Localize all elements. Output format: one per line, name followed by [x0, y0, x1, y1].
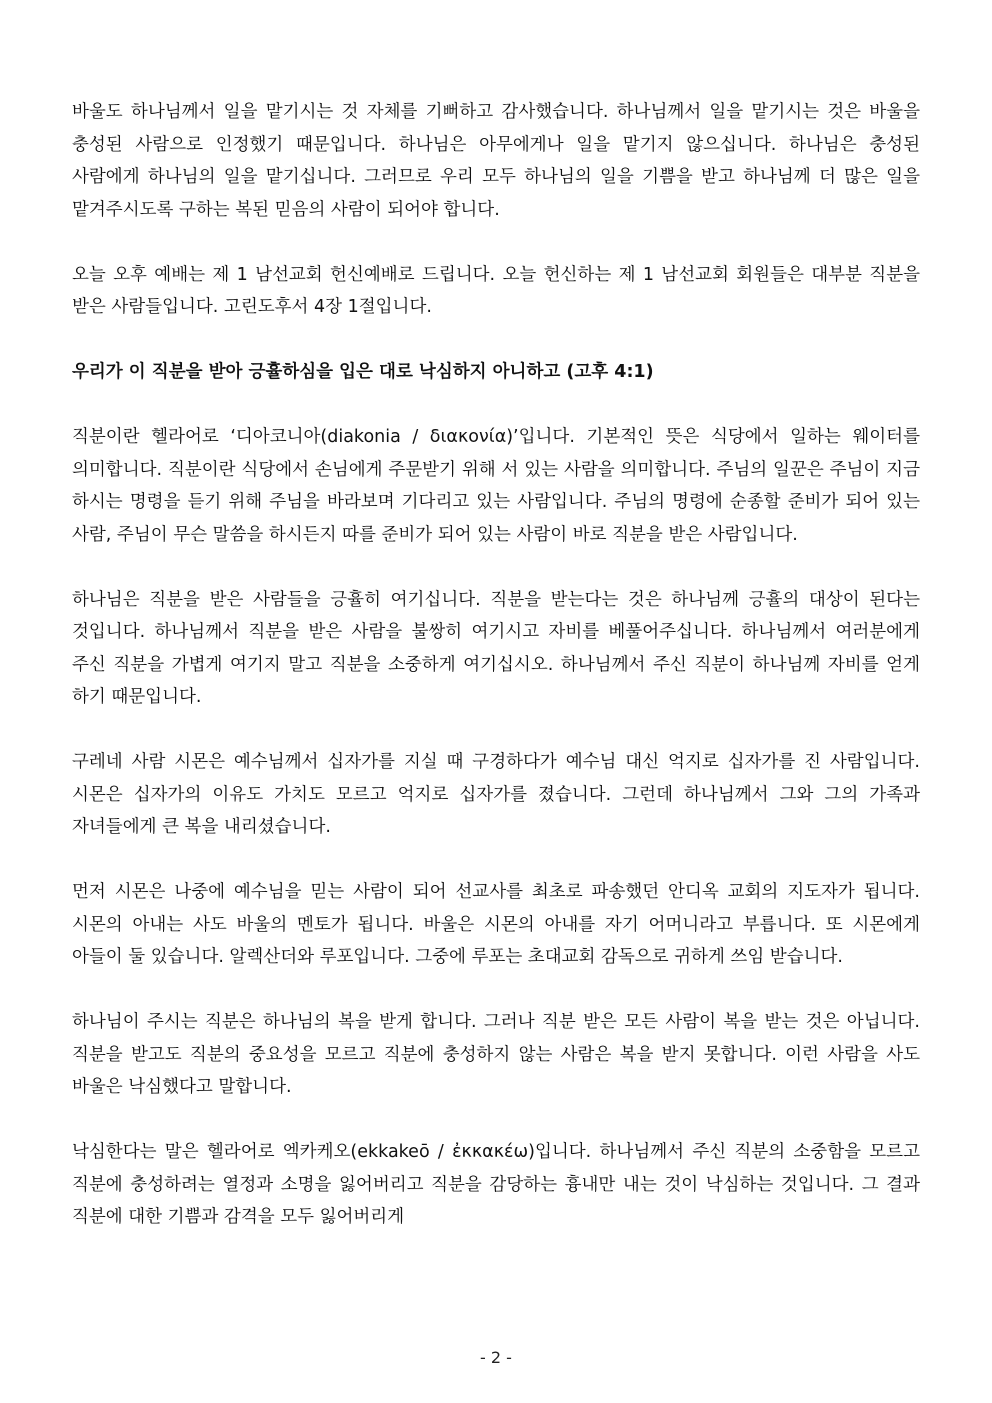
paragraph-4: 하나님은 직분을 받은 사람들을 긍휼히 여기십니다. 직분을 받는다는 것은 하나님께 긍휼의 대상이 된다는 것입니다. 하나님께서 직분을 받은 사람을 불쌍히 여기시고 자비를 베풀어주십니다. 하나님께서 여러분에게 주신 직분을 가볍게 여기지 말고 직분을 소중하게 여기십시오. 하나님께서 주신 직분이 하나님께 자비를 얻게 하기 때문입니다.: [72, 589, 920, 707]
paragraph-7: 하나님이 주시는 직분은 하나님의 복을 받게 합니다. 그러나 직분 받은 모든 사람이 복을 받는 것은 아닙니다. 직분을 받고도 직분의 중요성을 모르고 직분에 충성하지 않는 사람은 복을 받지 못합니다. 이런 사람을 사도 바울은 낙심했다고 말합니다.: [72, 1012, 920, 1097]
paragraph-1: 바울도 하나님께서 일을 맡기시는 것 자체를 기뻐하고 감사했습니다. 하나님께서 일을 맡기시는 것은 바울을 충성된 사람으로 인정했기 때문입니다. 하나님은 아무에게나 일을 맡기지 않으십니다. 하나님은 충성된 사람에게 하나님의 일을 맡기십니다. 그러므로 우리 모두 하나님의 일을 기쁨을 받고 하나님께 더 많은 일을 맡겨주시도록 구하는 복된 믿음의 사람이 되어야 합니다.: [72, 102, 920, 220]
paragraph-8: 낙심한다는 말은 헬라어로 엑카케오(ekkakeō / ἐκκακέω)입니다. 하나님께서 주신 직분의 소중함을 모르고 직분에 충성하려는 열정과 소명을 잃어버리고 직분을 감당하는 흉내만 내는 것이 낙심하는 것입니다. 그 결과 직분에 대한 기쁨과 감격을 모두 잃어버리게: [72, 1142, 920, 1227]
document-body: [72, 96, 920, 1266]
paragraph-6: 먼저 시몬은 나중에 예수님을 믿는 사람이 되어 선교사를 최초로 파송했던 안디옥 교회의 지도자가 됩니다. 시몬의 아내는 사도 바울의 멘토가 됩니다. 바울은 시몬의 아내를 자기 어머니라고 부릅니다. 또 시몬에게 아들이 둘 있습니다. 알렉산더와 루포입니다. 그중에 루포는 초대교회 감독으로 귀하게 쓰임 받습니다.: [72, 882, 920, 967]
paragraph-5: 구레네 사람 시몬은 예수님께서 십자가를 지실 때 구경하다가 예수님 대신 억지로 십자가를 진 사람입니다. 시몬은 십자가의 이유도 가치도 모르고 억지로 십자가를 졌습니다. 그런데 하나님께서 그와 그의 가족과 자녀들에게 큰 복을 내리셨습니다.: [72, 752, 920, 837]
paragraph-2: 오늘 오후 예배는 제 1 남선교회 헌신예배로 드립니다. 오늘 헌신하는 제 1 남선교회 회원들은 대부분 직분을 받은 사람들입니다. 고린도후서 4장 1절입니다.: [72, 264, 920, 317]
paragraph-3: 직분이란 헬라어로 ‘디아코니아(diakonia / διακονία)’입니다. 기본적인 뜻은 식당에서 일하는 웨이터를 의미합니다. 직분이란 식당에서 손님에게 주문받기 위해 서 있는 사람을 의미합니다. 주님의 일꾼은 주님이 지금 하시는 명령을 듣기 위해 주님을 바라보며 기다리고 있는 사람입니다. 주님의 명령에 순종할 준비가 되어 있는 사람, 주님이 무슨 말씀을 하시든지 따를 준비가 되어 있는 사람이 바로 직분을 받은 사람입니다.: [72, 427, 920, 545]
scripture-verse: 우리가 이 직분을 받아 긍휼하심을 입은 대로 낙심하지 아니하고 (고후 4:1): [72, 362, 654, 382]
page-number: - 2 -: [480, 1348, 512, 1367]
